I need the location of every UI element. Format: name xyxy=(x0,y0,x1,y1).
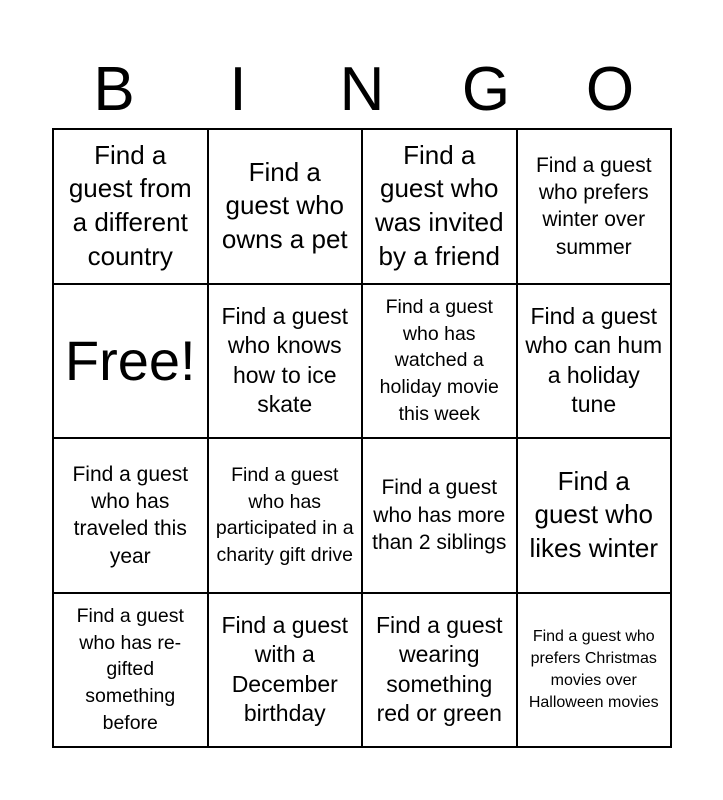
bingo-cell[interactable] xyxy=(518,285,673,440)
bingo-cell-text: Find a guest who prefers winter over summer xyxy=(535,153,652,259)
bingo-cell-text: Find a guest who was invited by a friend xyxy=(374,139,504,272)
bingo-cell-text: Find a guest with a December birthday xyxy=(221,611,349,727)
bingo-cell[interactable] xyxy=(54,594,209,749)
header-letter-o: O xyxy=(585,55,635,124)
bingo-cell[interactable] xyxy=(54,439,209,594)
bingo-cell-text: Find a guest who has more than 2 siblings xyxy=(372,476,507,554)
header-letter-i: I xyxy=(229,55,247,124)
bingo-free-cell[interactable] xyxy=(54,285,209,440)
bingo-cell-text: Find a guest who likes winter xyxy=(529,465,659,564)
header-letter-g: G xyxy=(461,55,511,124)
bingo-cell[interactable] xyxy=(363,285,518,440)
bingo-cell[interactable] xyxy=(54,130,209,285)
bingo-cell-text: Find a guest from a different country xyxy=(68,139,192,272)
bingo-cell[interactable] xyxy=(363,130,518,285)
bingo-cell-text: Find a guest who has traveled this year xyxy=(72,462,189,568)
bingo-cell[interactable] xyxy=(209,285,364,440)
bingo-cell[interactable] xyxy=(209,594,364,749)
bingo-cell-text: Find a guest who can hum a holiday tune xyxy=(525,302,663,418)
bingo-cell[interactable] xyxy=(209,439,364,594)
bingo-cell-text: Find a guest who has participated in a charity gift drive xyxy=(215,464,354,566)
bingo-cell[interactable] xyxy=(518,439,673,594)
bingo-cell-text: Find a guest who knows how to ice skate xyxy=(221,302,349,418)
bingo-cell[interactable] xyxy=(518,130,673,285)
bingo-cell-text: Find a guest wearing something red or green xyxy=(375,611,503,727)
bingo-cell-text: Find a guest who owns a pet xyxy=(221,156,348,255)
bingo-card-grid xyxy=(52,128,672,748)
header-letter-b: B xyxy=(93,55,135,124)
bingo-cell-text: Find a guest who prefers Christmas movies over Halloween movies xyxy=(528,627,659,711)
free-space-label: Free! xyxy=(64,328,196,392)
bingo-cell[interactable] xyxy=(209,130,364,285)
bingo-header xyxy=(52,52,672,128)
bingo-cell-text: Find a guest who has re-gifted something before xyxy=(76,605,184,734)
bingo-cell[interactable] xyxy=(363,594,518,749)
bingo-cell-text: Find a guest who has watched a holiday movie this week xyxy=(379,296,499,425)
header-letter-n: N xyxy=(339,55,385,124)
bingo-cell[interactable] xyxy=(363,439,518,594)
bingo-cell[interactable] xyxy=(518,594,673,749)
